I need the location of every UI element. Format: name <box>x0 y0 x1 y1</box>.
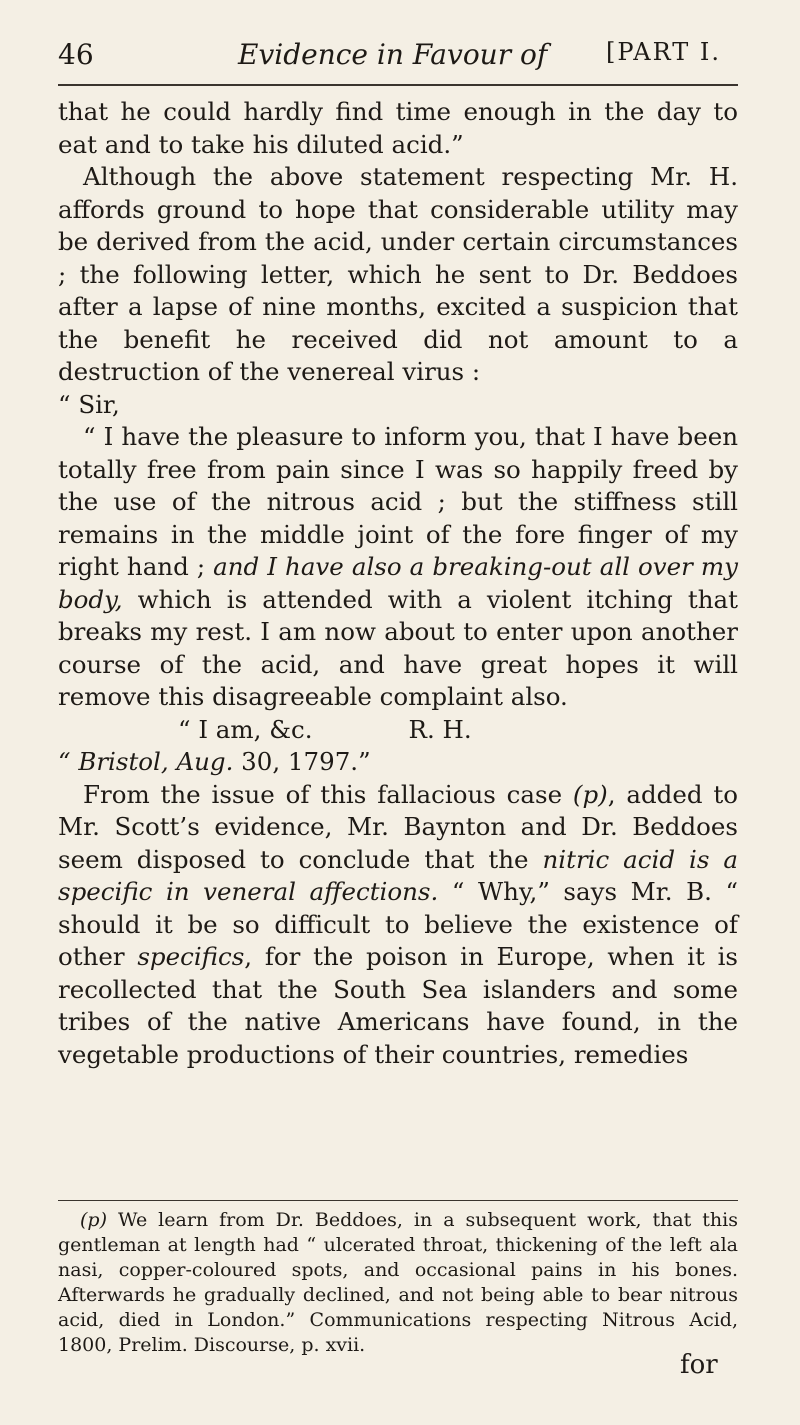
paragraph-continuation: that he could hardly find time enough in the day to eat and to take his diluted acid.” <box>58 97 738 159</box>
letter-place-date <box>58 746 738 779</box>
letter-text-a: “ I have the pleasure to inform you, that I have been totally free from pain since I was so happily freed by the use of the nitrous acid ; but the stiffness still remains in the middle joint of the fore finger of my right hand ; <box>58 422 738 581</box>
place-italic: “ Bristol, Aug. <box>58 747 234 776</box>
running-header <box>58 38 738 78</box>
catchword: for <box>680 1350 718 1380</box>
footnote-paragraph <box>58 1208 738 1358</box>
page-number: 46 <box>58 38 94 71</box>
letter-italic: and I have also a breaking-out all over my body, <box>58 552 738 614</box>
header-rule <box>58 84 738 86</box>
footnote-marker: (p) <box>80 1209 107 1231</box>
part-label: [PART I. <box>606 38 722 66</box>
main-text <box>58 96 738 1071</box>
running-title: Evidence in Favour of <box>238 38 548 71</box>
footnote-rule <box>58 1200 738 1201</box>
footnote-text: We learn from Dr. Beddoes, in a subsequent work, that this gentleman at length had “ ulcerated throat, thickening of the left ala nasi, copper-coloured spots, and occasional pains in his bones. Afterwards he gradually declined, and not being able to bear nitrous acid, died in London.” Communications respecting Nitrous Acid, 1800, Prelim. Discourse, p. xvii. <box>58 1209 738 1356</box>
conclusion-text-c: “ Why,” says Mr. B. “ should it be so difficult to believe the existence of other <box>58 877 738 971</box>
specifics-italic: specifics <box>137 942 245 971</box>
conclusion-text-b: , added to Mr. Scott’s evidence, Mr. Baynton and Dr. Beddoes seem disposed to conclude that the <box>58 779 738 874</box>
letter-salutation: “ Sir, <box>58 389 120 419</box>
letter-signature <box>58 714 738 747</box>
date-text: 30, 1797.” <box>233 747 371 776</box>
letter-body <box>58 421 738 714</box>
conclusion-italic: nitric acid is a specific in veneral affections. <box>58 844 738 906</box>
conclusion-text-a: From the issue of this fallacious case <box>83 779 573 809</box>
letter-closing: “ I am, &c. <box>178 714 313 744</box>
paragraph-statement: Although the above statement respecting Mr. H. affords ground to hope that considerable utility may be derived from the acid, under certain circumstances ; the following letter, which he sent to Dr. Beddoes after a lapse of nine months, excited a suspicion that the benefit he received did not amount to a destruction of the venereal virus : <box>58 162 738 386</box>
conclusion-text-d: , for the poison in Europe, when it is recollected that the South Sea islanders and some tribes of the native Americans have found, in the vegetable productions of their countries, remedies <box>58 942 738 1069</box>
letter-initials: R. H. <box>408 714 472 744</box>
paragraph-conclusion <box>58 779 738 1072</box>
letter-text-b: which is attended with a violent itching that breaks my rest. I am now about to enter upon another course of the acid, and have great hopes it will remove this disagreeable complaint also. <box>58 584 738 711</box>
footnote <box>58 1208 738 1358</box>
footnote-reference: (p) <box>572 779 608 809</box>
